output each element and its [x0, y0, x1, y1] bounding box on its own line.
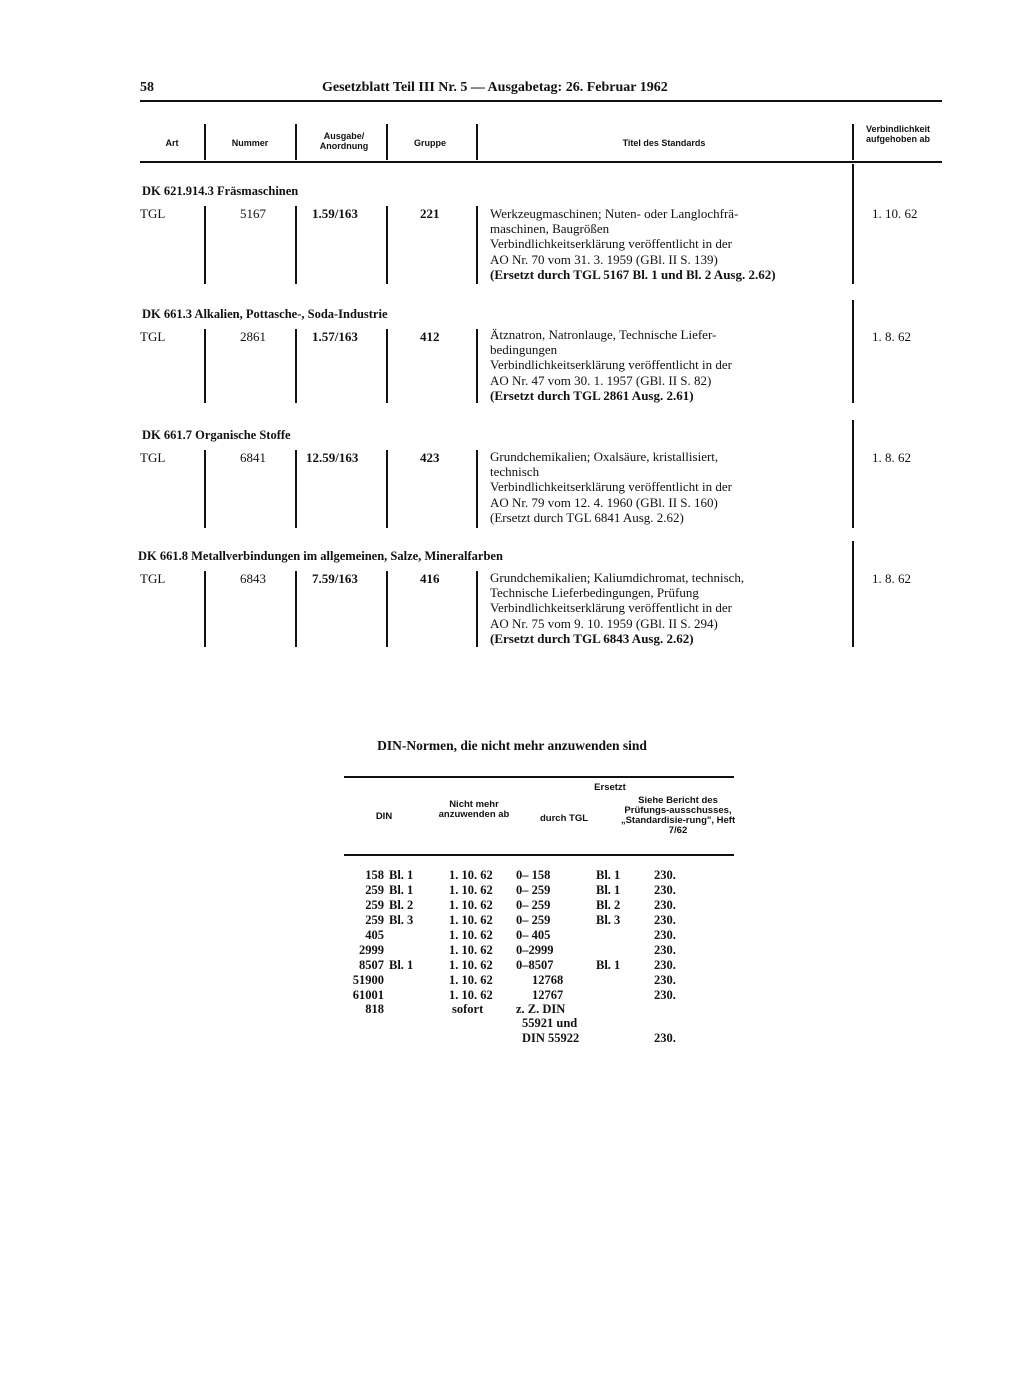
column-divider: [852, 541, 854, 647]
din-header-bericht: Siehe Bericht des Prüfungs-ausschusses, „Standardisie-rung", Heft 7/62: [620, 795, 736, 836]
titel-line: AO Nr. 47 vom 30. 1. 1957 (GBl. II S. 82): [490, 372, 712, 388]
column-divider: [852, 300, 854, 403]
din-row: [0, 913, 1024, 928]
table-header-rule: [140, 161, 942, 163]
din-tgl-blatt: Bl. 2: [596, 898, 621, 912]
din-row: [0, 928, 1024, 943]
column-header-titel: Titel des Standards: [622, 138, 706, 148]
din-tgl: z. Z. DIN: [516, 1002, 566, 1016]
column-divider: [386, 329, 388, 403]
column-divider: [204, 206, 206, 284]
titel-line: AO Nr. 75 vom 9. 10. 1959 (GBl. II S. 294): [490, 615, 718, 631]
column-divider: [386, 571, 388, 647]
din-row: [0, 958, 1024, 973]
column-divider: [295, 571, 297, 647]
titel-line: bedingungen: [490, 342, 558, 358]
nummer-cell: 6841: [240, 450, 266, 465]
din-row: [0, 1031, 1024, 1046]
din-tgl: DIN 55922: [522, 1031, 580, 1045]
din-tgl: 0–8507: [516, 958, 554, 972]
din-bericht: 230.: [654, 988, 676, 1002]
din-row: [0, 973, 1024, 988]
din-row: [0, 943, 1024, 958]
din-bericht: 230.: [654, 973, 676, 987]
din-tgl-blatt: Bl. 1: [596, 958, 621, 972]
column-divider: [204, 450, 206, 528]
column-divider: [476, 450, 478, 528]
din-header-ersetzt: Ersetzt: [594, 782, 626, 793]
din-number: 158: [365, 868, 384, 882]
art-cell: TGL: [140, 329, 166, 344]
din-row: [0, 1016, 1024, 1031]
titel-line: maschinen, Baugrößen: [490, 221, 610, 237]
column-divider: [476, 329, 478, 403]
din-number: 405: [365, 928, 384, 942]
column-divider: [852, 124, 854, 160]
titel-line: Technische Lieferbedingungen, Prüfung: [490, 585, 699, 601]
nummer-cell: 6843: [240, 571, 266, 586]
din-tgl: 0– 259: [516, 883, 551, 897]
art-cell: TGL: [140, 206, 166, 221]
din-ab: 1. 10. 62: [449, 943, 493, 957]
din-ab: 1. 10. 62: [449, 928, 493, 942]
din-row: [0, 883, 1024, 898]
verbindlich-cell: 1. 8. 62: [872, 571, 911, 586]
titel-line: (Ersetzt durch TGL 5167 Bl. 1 und Bl. 2 Ausg. 2.62): [490, 266, 776, 282]
din-bericht: 230.: [654, 883, 676, 897]
din-blatt: Bl. 1: [389, 883, 414, 897]
din-header-durch-tgl: durch TGL: [539, 813, 589, 824]
titel-cell: [490, 206, 776, 282]
column-divider: [295, 329, 297, 403]
ausgabe-cell: 1.57/163: [312, 329, 358, 344]
gruppe-cell: 412: [420, 329, 440, 344]
din-number: 51900: [352, 973, 384, 987]
din-row: [0, 898, 1024, 913]
din-bericht: 230.: [654, 898, 676, 912]
column-header-nummer: Nummer: [231, 138, 269, 148]
din-tgl: 12767: [532, 988, 564, 1002]
ausgabe-cell: 7.59/163: [312, 571, 358, 586]
gruppe-cell: 423: [420, 450, 440, 465]
din-bericht: 230.: [654, 913, 676, 927]
din-tgl-blatt: Bl. 3: [596, 913, 621, 927]
titel-line: AO Nr. 79 vom 12. 4. 1960 (GBl. II S. 160): [490, 494, 718, 510]
din-number: 61001: [352, 988, 384, 1002]
running-title: Gesetzblatt Teil III Nr. 5 — Ausgabetag: 26. Februar 1962: [322, 80, 668, 95]
din-tgl: 0– 405: [516, 928, 551, 942]
column-header-gruppe: Gruppe: [413, 138, 446, 148]
din-tgl: 12768: [532, 973, 564, 987]
column-divider: [386, 450, 388, 528]
titel-line: Verbindlichkeitserklärung veröffentlicht in der: [490, 236, 732, 252]
din-bericht: 230.: [654, 1031, 676, 1045]
titel-line: Ätznatron, Natronlauge, Technische Liefer-: [490, 327, 717, 342]
titel-cell: [490, 570, 744, 646]
din-blatt: Bl. 2: [389, 898, 414, 912]
din-number: 818: [365, 1002, 384, 1016]
din-number: 259: [365, 898, 384, 912]
titel-line: Verbindlichkeitserklärung veröffentlicht in der: [490, 479, 732, 495]
gruppe-cell: 221: [420, 206, 440, 221]
titel-cell: [490, 327, 732, 403]
verbindlich-cell: 1. 10. 62: [872, 206, 918, 221]
din-ab: 1. 10. 62: [449, 988, 493, 1002]
din-tgl: 0– 259: [516, 898, 551, 912]
page-number: 58: [140, 80, 154, 95]
din-tgl: 55921 und: [522, 1016, 578, 1030]
column-divider: [476, 571, 478, 647]
din-blatt: Bl. 3: [389, 913, 414, 927]
art-cell: TGL: [140, 571, 166, 586]
header-rule: [140, 100, 942, 102]
din-tgl: 0– 158: [516, 868, 551, 882]
titel-line: (Ersetzt durch TGL 6841 Ausg. 2.62): [490, 509, 684, 525]
titel-line: AO Nr. 70 vom 31. 3. 1959 (GBl. II S. 139): [490, 251, 718, 267]
column-header-verbindlich: Verbindlichkeit aufgehoben ab: [865, 124, 931, 144]
section-title: DK 621.914.3 Fräsmaschinen: [142, 184, 299, 198]
din-ab: 1. 10. 62: [449, 973, 493, 987]
din-ab: 1. 10. 62: [449, 883, 493, 897]
titel-line: technisch: [490, 464, 540, 480]
titel-line: Grundchemikalien; Oxalsäure, kristallisiert,: [490, 449, 719, 464]
titel-cell: [490, 449, 732, 525]
din-bericht: 230.: [654, 868, 676, 882]
din-header-din: DIN: [375, 811, 393, 822]
din-row: [0, 868, 1024, 883]
din-bericht: 230.: [654, 928, 676, 942]
din-ab: 1. 10. 62: [449, 913, 493, 927]
titel-line: Verbindlichkeitserklärung veröffentlicht in der: [490, 600, 732, 616]
din-number: 259: [365, 913, 384, 927]
column-divider: [476, 206, 478, 284]
column-divider: [386, 206, 388, 284]
din-header-rule: [344, 854, 734, 856]
din-heading: DIN-Normen, die nicht mehr anzuwenden sind: [377, 738, 647, 753]
column-divider: [295, 124, 297, 160]
column-divider: [204, 571, 206, 647]
column-header-ausgabe: Ausgabe/ Anordnung: [319, 131, 369, 151]
gruppe-cell: 416: [420, 571, 440, 586]
din-tgl: 0–2999: [516, 943, 554, 957]
nummer-cell: 2861: [240, 329, 266, 344]
din-bericht: 230.: [654, 958, 676, 972]
din-top-rule: [344, 776, 734, 778]
section-title: DK 661.8 Metallverbindungen im allgemeinen, Salze, Mineralfarben: [138, 549, 503, 563]
ausgabe-cell: 12.59/163: [306, 450, 359, 465]
din-blatt: Bl. 1: [389, 958, 414, 972]
din-number: 2999: [359, 943, 384, 957]
din-row: [0, 1002, 1024, 1017]
din-ab: 1. 10. 62: [449, 868, 493, 882]
titel-line: (Ersetzt durch TGL 2861 Ausg. 2.61): [490, 387, 694, 403]
din-bericht: 230.: [654, 943, 676, 957]
section-title: DK 661.7 Organische Stoffe: [142, 428, 291, 442]
din-blatt: Bl. 1: [389, 868, 414, 882]
din-ab: 1. 10. 62: [449, 958, 493, 972]
column-divider: [204, 329, 206, 403]
titel-line: Verbindlichkeitserklärung veröffentlicht in der: [490, 357, 732, 373]
titel-line: Grundchemikalien; Kaliumdichromat, technisch,: [490, 570, 745, 585]
art-cell: TGL: [140, 450, 166, 465]
column-divider: [852, 420, 854, 528]
column-divider: [852, 164, 854, 284]
din-ab: sofort: [452, 1002, 484, 1016]
column-header-art: Art: [165, 138, 179, 148]
din-header-nicht-mehr: Nicht mehr anzuwenden ab: [438, 799, 510, 820]
column-divider: [295, 206, 297, 284]
din-ab: 1. 10. 62: [449, 898, 493, 912]
din-number: 8507: [359, 958, 384, 972]
titel-line: (Ersetzt durch TGL 6843 Ausg. 2.62): [490, 630, 694, 646]
nummer-cell: 5167: [240, 206, 266, 221]
din-row: [0, 988, 1024, 1003]
section-title: DK 661.3 Alkalien, Pottasche-, Soda-Industrie: [142, 307, 388, 321]
din-tgl: 0– 259: [516, 913, 551, 927]
titel-line: Werkzeugmaschinen; Nuten- oder Langlochfrä-: [490, 206, 739, 221]
din-tgl-blatt: Bl. 1: [596, 868, 621, 882]
verbindlich-cell: 1. 8. 62: [872, 450, 911, 465]
verbindlich-cell: 1. 8. 62: [872, 329, 911, 344]
ausgabe-cell: 1.59/163: [312, 206, 358, 221]
din-tgl-blatt: Bl. 1: [596, 883, 621, 897]
din-number: 259: [365, 883, 384, 897]
column-divider: [295, 450, 297, 528]
